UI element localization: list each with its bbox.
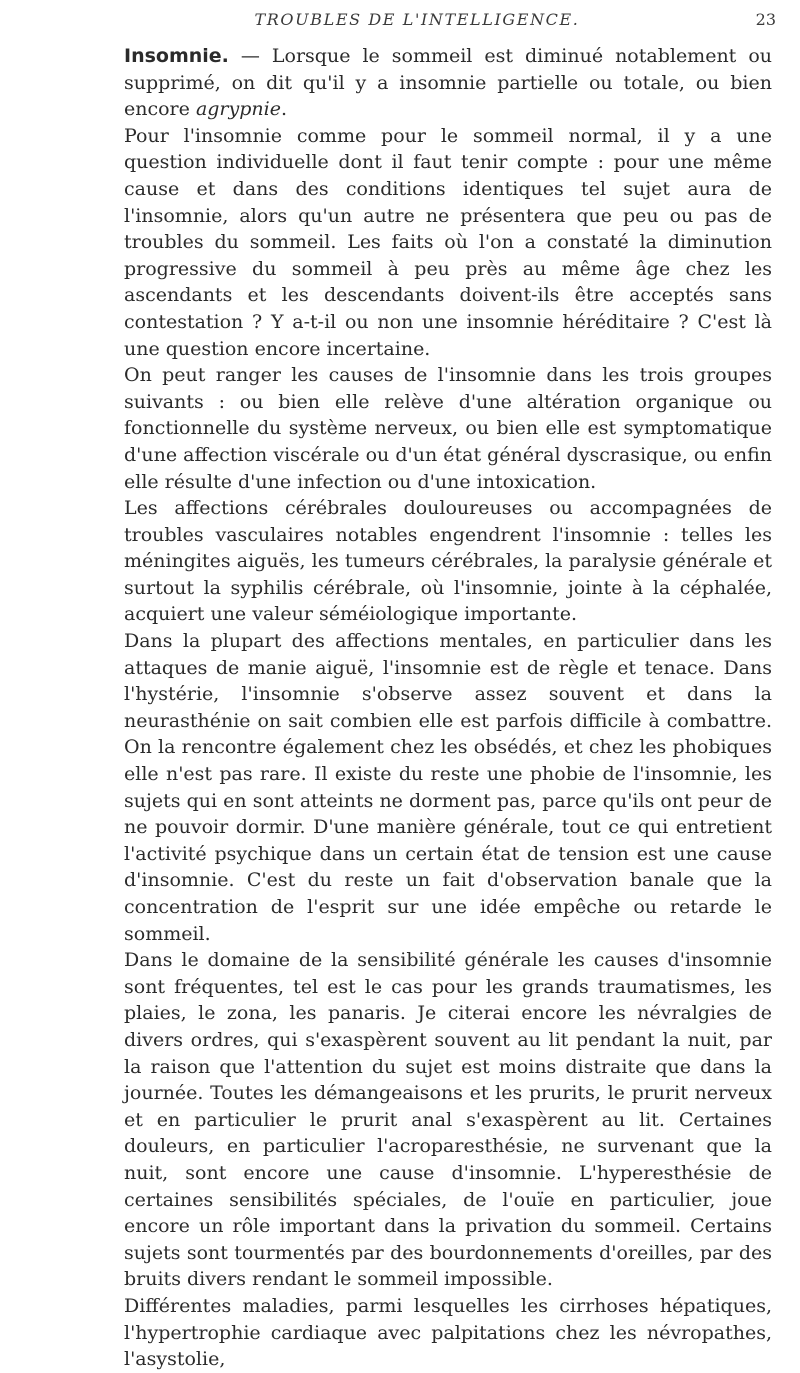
paragraph-diseases: Différentes maladies, parmi lesquelles les cirrhoses hépatiques, l'hypertrophie cardiaque avec palpitations chez les névropathes, l'asystolie, — [124, 1294, 772, 1371]
entry-synonym-end: . — [280, 98, 288, 121]
running-title: TROUBLES DE L'INTELLIGENCE. — [254, 10, 580, 29]
running-header — [117, 6, 790, 34]
entry-term: Insomnie. — [124, 45, 229, 67]
paragraph-causes: On peut ranger les causes de l'insomnie dans les trois groupes suivants : ou bien elle relève d'une altération organique ou fonctionnelle du système nerveux, ou bien elle est symptomatique d'une affection viscérale ou d'un état général dyscrasique, ou enfin elle résulte d'une infection ou d'une intoxication. — [124, 364, 772, 493]
entry-definition: — Lorsque le sommeil est diminué notablement ou supprimé, on dit qu'il y a insomnie partielle ou totale, ou bien encore — [124, 45, 772, 121]
page-number: 23 — [755, 10, 776, 29]
entry-synonym: agrypnie — [195, 98, 281, 121]
body-text — [124, 43, 772, 1373]
paragraph-heredity: Pour l'insomnie comme pour le sommeil normal, il y a une question individuelle dont il faut tenir compte : pour une même cause et dans des conditions identiques tel sujet aura de l'insomnie, alors qu'un autre ne présentera que peu ou pas de troubles du sommeil. Les faits où l'on a constaté la diminution progressive du sommeil à peu près au même âge chez les ascendants et les descendants doivent-ils être acceptés sans contestation ? Y a-t-il ou non une insomnie héréditaire ? C'est là une question encore incertaine. — [124, 124, 772, 360]
entry-paragraph — [124, 43, 772, 123]
paragraph-sensibility: Dans le domaine de la sensibilité générale les causes d'insomnie sont fréquentes, tel est le cas pour les grands traumatismes, les plaies, le zona, les panaris. Je citerai encore les névralgies de divers ordres, qui s'exaspèrent souvent au lit pendant la nuit, par la raison que l'attention du sujet est moins distraite que dans la journée. Toutes les démangeaisons et les prurits, le prurit nerveux et en particulier le prurit anal s'exaspèrent au lit. Certaines douleurs, en particulier l'acroparesthésie, ne survenant que la nuit, sont encore une cause d'insomnie. L'hyperesthésie de certaines sensibilités spéciales, de l'ouïe en particulier, joue encore un rôle important dans la privation du sommeil. Certains sujets sont tourmentés par des bourdonnements d'oreilles, par des bruits divers rendant le sommeil impossible. — [124, 949, 772, 1291]
paragraph-mental: Dans la plupart des affections mentales, en particulier dans les attaques de manie aiguë, l'insomnie est de règle et tenace. Dans l'hystérie, l'insomnie s'observe assez souvent et dans la neurasthénie on sait combien elle est parfois difficile à combattre. On la rencontre également chez les obsédés, et chez les phobiques elle n'est pas rare. Il existe du reste une phobie de l'insomnie, les sujets qui en sont atteints ne dorment pas, parce qu'ils ont peur de ne pouvoir dormir. D'une manière générale, tout ce qui entretient l'activité psychique dans un certain état de tension est une cause d'insomnie. C'est du reste un fait d'observation banale que la concentration de l'esprit sur une idée empêche ou retarde le sommeil. — [124, 630, 772, 945]
paragraph-cerebral: Les affections cérébrales douloureuses ou accompagnées de troubles vasculaires notables engendrent l'insomnie : telles les méningites aiguës, les tumeurs cérébrales, la paralysie générale et surtout la syphilis cérébrale, où l'insomnie, jointe à la céphalée, acquiert une valeur séméiologique importante. — [124, 497, 772, 626]
